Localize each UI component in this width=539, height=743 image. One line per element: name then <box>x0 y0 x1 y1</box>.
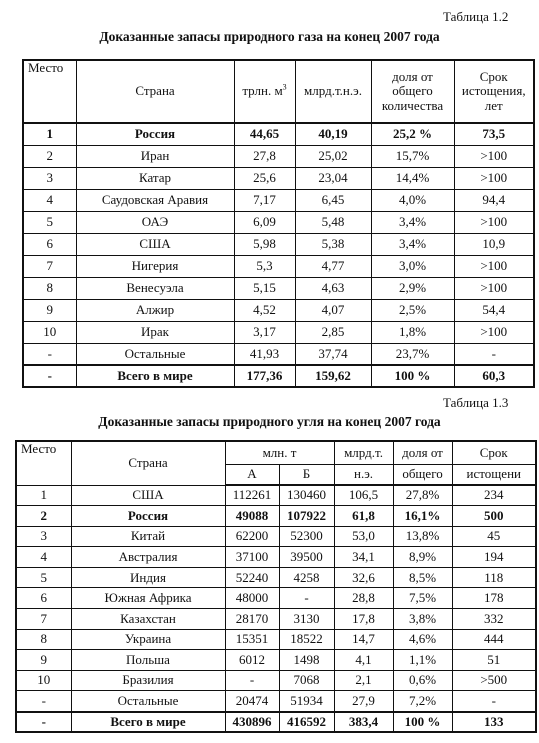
gas-table-title: Доказанные запасы природного газа на конец 2007 года <box>99 29 440 44</box>
header-gtoe: млрд.т.н.э. <box>295 60 371 123</box>
table-row <box>23 233 534 255</box>
cell-place: 1 <box>23 123 76 145</box>
cell-a: 37100 <box>225 547 279 568</box>
cell-gtoe: 32,6 <box>334 567 393 588</box>
cell-country: Иран <box>76 145 234 167</box>
cell-country: Саудовская Аравия <box>76 189 234 211</box>
cell-country: Остальные <box>71 691 225 712</box>
cell-country: ОАЭ <box>76 211 234 233</box>
header-share-line: количества <box>381 97 444 113</box>
cell-share: 8,9% <box>393 547 452 568</box>
header-place: Место <box>16 441 71 485</box>
cell-tcm: 27,8 <box>234 145 295 167</box>
cell-country: Китай <box>71 526 225 547</box>
cell-a: 112261 <box>225 485 279 506</box>
cell-a: 430896 <box>225 712 279 733</box>
header-share-line: доля от <box>392 69 433 85</box>
cell-share: 8,5% <box>393 567 452 588</box>
cell-country: Катар <box>76 167 234 189</box>
cell-years: 54,4 <box>454 299 534 321</box>
gas-reserves-table <box>22 59 535 388</box>
cell-place: 5 <box>23 211 76 233</box>
cell-years: 234 <box>452 485 536 506</box>
cell-place: - <box>16 691 71 712</box>
cell-country: Украина <box>71 629 225 650</box>
cell-years: 73,5 <box>454 123 534 145</box>
cell-years: - <box>454 343 534 365</box>
cell-place: 1 <box>16 485 71 506</box>
cell-years: 51 <box>452 650 536 671</box>
cell-place: 8 <box>16 629 71 650</box>
cell-gtoe: 14,7 <box>334 629 393 650</box>
cell-tcm: 5,3 <box>234 255 295 277</box>
cell-gtoe: 25,02 <box>295 145 371 167</box>
cell-gtoe: 2,85 <box>295 321 371 343</box>
cell-place: 9 <box>16 650 71 671</box>
header-country: Страна <box>71 441 225 485</box>
cell-place: 9 <box>23 299 76 321</box>
cell-place: 4 <box>16 547 71 568</box>
cell-tcm: 3,17 <box>234 321 295 343</box>
cell-country: Австралия <box>71 547 225 568</box>
cell-b: 1498 <box>279 650 334 671</box>
cell-gtoe: 40,19 <box>295 123 371 145</box>
cell-place: 10 <box>16 670 71 691</box>
cell-share: 2,5% <box>371 299 454 321</box>
header-col-a: А <box>225 464 279 485</box>
cell-place: 3 <box>23 167 76 189</box>
cell-share: 7,5% <box>393 588 452 609</box>
cell-years: >100 <box>454 255 534 277</box>
table-row <box>23 211 534 233</box>
table-row <box>23 167 534 189</box>
coal-table-title: Доказанные запасы природного угля на конец 2007 года <box>98 414 441 429</box>
table-row <box>16 588 536 609</box>
table-row <box>23 255 534 277</box>
cell-place: 2 <box>16 506 71 527</box>
header-share-line: общего <box>393 464 452 485</box>
cell-a: 48000 <box>225 588 279 609</box>
cell-gtoe: 106,5 <box>334 485 393 506</box>
cell-place: - <box>16 712 71 733</box>
cell-a: 52240 <box>225 567 279 588</box>
header-gtoe-line: н.э. <box>334 464 393 485</box>
cell-b: 3130 <box>279 609 334 630</box>
cell-share: 4,6% <box>393 629 452 650</box>
cell-years: >100 <box>454 321 534 343</box>
cell-gtoe: 4,07 <box>295 299 371 321</box>
cell-place: 10 <box>23 321 76 343</box>
cell-tcm: 177,36 <box>234 365 295 387</box>
cell-share: 27,8% <box>393 485 452 506</box>
cell-gtoe: 159,62 <box>295 365 371 387</box>
cell-b: 52300 <box>279 526 334 547</box>
cell-country: США <box>71 485 225 506</box>
header-tcm-base: трлн. м <box>242 83 283 99</box>
table-row <box>16 650 536 671</box>
cell-country: Польша <box>71 650 225 671</box>
cell-country: Бразилия <box>71 670 225 691</box>
cell-gtoe: 61,8 <box>334 506 393 527</box>
cell-gtoe: 4,77 <box>295 255 371 277</box>
table-row-total <box>16 712 536 733</box>
cell-share: 23,7% <box>371 343 454 365</box>
cell-b: - <box>279 588 334 609</box>
cell-a: 28170 <box>225 609 279 630</box>
cell-a: - <box>225 670 279 691</box>
header-tcm-sup: 3 <box>282 83 287 93</box>
cell-gtoe: 23,04 <box>295 167 371 189</box>
cell-share: 14,4% <box>371 167 454 189</box>
cell-country: Венесуэла <box>76 277 234 299</box>
cell-share: 3,4% <box>371 211 454 233</box>
cell-years: 10,9 <box>454 233 534 255</box>
cell-place: - <box>23 343 76 365</box>
cell-tcm: 44,65 <box>234 123 295 145</box>
cell-b: 107922 <box>279 506 334 527</box>
header-depletion-line: Срок <box>479 69 508 85</box>
header-depletion-line: лет <box>484 97 503 113</box>
table-row <box>23 145 534 167</box>
table-row <box>16 526 536 547</box>
cell-b: 18522 <box>279 629 334 650</box>
cell-years: >100 <box>454 145 534 167</box>
cell-country: Россия <box>71 506 225 527</box>
cell-place: 5 <box>16 567 71 588</box>
cell-gtoe: 2,1 <box>334 670 393 691</box>
cell-b: 130460 <box>279 485 334 506</box>
header-depletion-line: истощени <box>452 464 536 485</box>
cell-place: 7 <box>23 255 76 277</box>
cell-years: 444 <box>452 629 536 650</box>
gas-table-label: Таблица 1.2 <box>443 9 509 24</box>
cell-place: 3 <box>16 526 71 547</box>
cell-country: Казахстан <box>71 609 225 630</box>
cell-country: Россия <box>76 123 234 145</box>
table-row <box>23 299 534 321</box>
cell-a: 6012 <box>225 650 279 671</box>
table-row <box>16 506 536 527</box>
cell-share: 100 % <box>393 712 452 733</box>
cell-years: >100 <box>454 277 534 299</box>
header-depletion <box>454 60 534 123</box>
cell-share: 0,6% <box>393 670 452 691</box>
cell-b: 416592 <box>279 712 334 733</box>
cell-years: >500 <box>452 670 536 691</box>
cell-years: 118 <box>452 567 536 588</box>
cell-share: 3,8% <box>393 609 452 630</box>
cell-share: 25,2 % <box>371 123 454 145</box>
table-row <box>16 547 536 568</box>
cell-years: 94,4 <box>454 189 534 211</box>
cell-tcm: 7,17 <box>234 189 295 211</box>
cell-b: 7068 <box>279 670 334 691</box>
table-row <box>23 343 534 365</box>
cell-place: 8 <box>23 277 76 299</box>
cell-gtoe: 37,74 <box>295 343 371 365</box>
cell-share: 3,4% <box>371 233 454 255</box>
table-row <box>16 485 536 506</box>
cell-gtoe: 28,8 <box>334 588 393 609</box>
cell-years: 332 <box>452 609 536 630</box>
cell-place: - <box>23 365 76 387</box>
cell-years: 60,3 <box>454 365 534 387</box>
cell-share: 7,2% <box>393 691 452 712</box>
coal-table-label: Таблица 1.3 <box>443 395 509 410</box>
cell-share: 13,8% <box>393 526 452 547</box>
cell-gtoe: 27,9 <box>334 691 393 712</box>
cell-gtoe: 17,8 <box>334 609 393 630</box>
cell-tcm: 5,15 <box>234 277 295 299</box>
cell-years: 45 <box>452 526 536 547</box>
cell-gtoe: 5,48 <box>295 211 371 233</box>
cell-country: Нигерия <box>76 255 234 277</box>
cell-place: 6 <box>23 233 76 255</box>
cell-share: 2,9% <box>371 277 454 299</box>
cell-b: 4258 <box>279 567 334 588</box>
header-col-b: Б <box>279 464 334 485</box>
header-depletion-line: истощения, <box>461 83 526 99</box>
cell-share: 15,7% <box>371 145 454 167</box>
table-row-total <box>23 365 534 387</box>
cell-tcm: 6,09 <box>234 211 295 233</box>
cell-years: 178 <box>452 588 536 609</box>
cell-country: Южная Африка <box>71 588 225 609</box>
cell-share: 1,1% <box>393 650 452 671</box>
cell-tcm: 41,93 <box>234 343 295 365</box>
table-row <box>23 123 534 145</box>
cell-b: 39500 <box>279 547 334 568</box>
cell-country: Ирак <box>76 321 234 343</box>
header-share-line: доля от <box>393 441 452 464</box>
header-share <box>371 60 454 123</box>
cell-country: США <box>76 233 234 255</box>
cell-gtoe: 383,4 <box>334 712 393 733</box>
cell-tcm: 4,52 <box>234 299 295 321</box>
cell-gtoe: 53,0 <box>334 526 393 547</box>
cell-gtoe: 4,63 <box>295 277 371 299</box>
table-row <box>23 321 534 343</box>
cell-a: 20474 <box>225 691 279 712</box>
header-share-line: общего <box>392 83 433 99</box>
cell-share: 100 % <box>371 365 454 387</box>
cell-tcm: 5,98 <box>234 233 295 255</box>
cell-years: 500 <box>452 506 536 527</box>
table-row <box>16 670 536 691</box>
table-row <box>16 629 536 650</box>
header-depletion-line: Срок <box>452 441 536 464</box>
cell-place: 2 <box>23 145 76 167</box>
cell-country: Всего в мире <box>71 712 225 733</box>
cell-share: 3,0% <box>371 255 454 277</box>
cell-gtoe: 5,38 <box>295 233 371 255</box>
cell-country: Индия <box>71 567 225 588</box>
header-tcm <box>234 60 295 123</box>
header-mt: млн. т <box>225 441 334 464</box>
coal-reserves-table <box>15 440 537 733</box>
table-row <box>23 277 534 299</box>
cell-place: 6 <box>16 588 71 609</box>
cell-a: 15351 <box>225 629 279 650</box>
table-row <box>23 189 534 211</box>
cell-gtoe: 4,1 <box>334 650 393 671</box>
cell-tcm: 25,6 <box>234 167 295 189</box>
header-country: Страна <box>76 60 234 123</box>
cell-gtoe: 34,1 <box>334 547 393 568</box>
cell-years: - <box>452 691 536 712</box>
table-row <box>16 609 536 630</box>
cell-years: 133 <box>452 712 536 733</box>
header-place: Место <box>23 60 76 123</box>
cell-country: Алжир <box>76 299 234 321</box>
cell-share: 1,8% <box>371 321 454 343</box>
cell-place: 4 <box>23 189 76 211</box>
cell-gtoe: 6,45 <box>295 189 371 211</box>
table-row <box>16 691 536 712</box>
cell-country: Всего в мире <box>76 365 234 387</box>
cell-country: Остальные <box>76 343 234 365</box>
cell-a: 49088 <box>225 506 279 527</box>
cell-years: >100 <box>454 167 534 189</box>
cell-a: 62200 <box>225 526 279 547</box>
cell-b: 51934 <box>279 691 334 712</box>
cell-place: 7 <box>16 609 71 630</box>
header-gtoe-line: млрд.т. <box>334 441 393 464</box>
cell-years: 194 <box>452 547 536 568</box>
cell-years: >100 <box>454 211 534 233</box>
cell-share: 4,0% <box>371 189 454 211</box>
cell-share: 16,1% <box>393 506 452 527</box>
table-row <box>16 567 536 588</box>
